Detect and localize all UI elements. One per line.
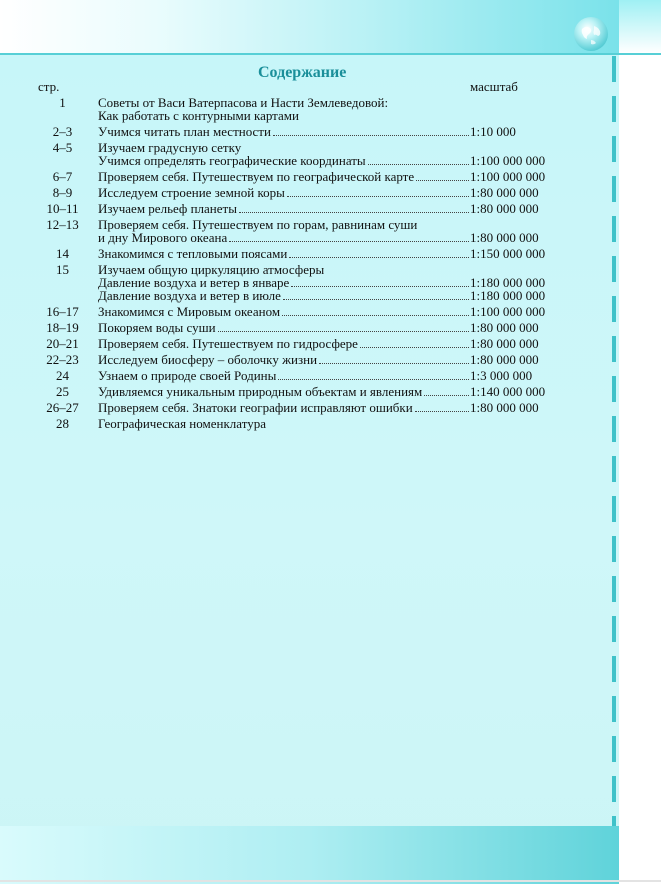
toc-entry [0, 247, 619, 260]
toc-entry [0, 417, 619, 430]
entry-title: Проверяем себя. Путешествуем по гидросфере [98, 336, 358, 351]
toc-entry [0, 96, 619, 122]
entry-line [98, 401, 550, 414]
entry-page-number: 10–11 [46, 201, 79, 216]
entry-title: Давление воздуха и ветер в январе [98, 275, 290, 290]
entry-line [98, 321, 550, 334]
entry-title: Советы от Васи Ватерпасова и Насти Землеведовой: [98, 95, 389, 110]
entry-page-number: 2–3 [52, 124, 73, 139]
entry-line [98, 154, 550, 167]
entry-lines [98, 186, 550, 199]
entry-page-number: 16–17 [46, 304, 79, 319]
dot-leader [424, 394, 469, 396]
dot-leader [278, 378, 469, 380]
entry-page-number: 12–13 [46, 217, 79, 232]
entry-lines [98, 263, 550, 302]
entry-lines [98, 369, 550, 382]
toc-entry [0, 305, 619, 318]
dot-leader [273, 134, 469, 136]
entry-scale: 1:140 000 000 [470, 384, 546, 399]
entry-line [98, 305, 550, 318]
right-margin-strip [619, 0, 661, 884]
toc-entry [0, 125, 619, 138]
dot-leader [218, 330, 469, 332]
entry-line [98, 125, 550, 138]
dot-leader [368, 163, 469, 165]
entry-scale: 1:3 000 000 [470, 368, 533, 383]
entry-scale: 1:80 000 000 [470, 201, 539, 216]
entry-lines [98, 218, 550, 244]
entry-title: Знакомимся с Мировым океаном [98, 304, 281, 319]
entry-scale: 1:100 000 000 [470, 169, 546, 184]
toc-entry [0, 186, 619, 199]
entry-title: Как работать с контурными картами [98, 108, 299, 123]
entry-lines [98, 96, 550, 122]
entry-lines [98, 337, 550, 350]
scale-column-header: масштаб [470, 79, 518, 94]
entry-line [98, 186, 550, 199]
entry-scale: 1:80 000 000 [470, 400, 539, 415]
toc-entry [0, 141, 619, 167]
dot-leader [415, 410, 469, 412]
page-column-header: стр. [38, 79, 60, 94]
entry-page-number: 18–19 [46, 320, 79, 335]
entry-line [98, 417, 550, 430]
toc-entry [0, 353, 619, 366]
entry-line [98, 247, 550, 260]
entry-title: Исследуем строение земной коры [98, 185, 285, 200]
entry-title: Покоряем воды суши [98, 320, 216, 335]
toc-entry [0, 218, 619, 244]
entry-title: Давление воздуха и ветер в июле [98, 288, 281, 303]
toc-entry [0, 321, 619, 334]
entry-line [98, 289, 550, 302]
entry-page-number: 20–21 [46, 336, 79, 351]
entry-lines [98, 321, 550, 334]
entry-line [98, 385, 550, 398]
entry-scale: 1:180 000 000 [470, 275, 546, 290]
entry-lines [98, 170, 550, 183]
entry-title: и дну Мирового океана [98, 230, 228, 245]
entry-page-number: 15 [56, 262, 69, 277]
dot-leader [291, 285, 469, 287]
entry-title: Изучаем градусную сетку [98, 140, 242, 155]
entry-scale: 1:80 000 000 [470, 336, 539, 351]
entry-line [98, 231, 550, 244]
toc-entry [0, 202, 619, 215]
entry-page-number: 24 [56, 368, 69, 383]
dot-leader [416, 179, 469, 181]
entry-page-number: 8–9 [52, 185, 73, 200]
entry-page-number: 6–7 [52, 169, 73, 184]
page-title: Содержание [258, 64, 347, 81]
toc-entry [0, 385, 619, 398]
entry-scale: 1:150 000 000 [470, 246, 546, 261]
entry-lines [98, 401, 550, 414]
dot-leader [239, 211, 469, 213]
bottom-divider [0, 880, 661, 882]
entry-scale: 1:10 000 [470, 124, 516, 139]
entry-title: Изучаем общую циркуляцию атмосферы [98, 262, 325, 277]
entry-title: Проверяем себя. Знатоки географии исправляют ошибки [98, 400, 413, 415]
entry-scale: 1:80 000 000 [470, 320, 539, 335]
entry-lines [98, 385, 550, 398]
dot-leader [229, 240, 469, 242]
entry-lines [98, 247, 550, 260]
entry-title: Знакомимся с тепловыми поясами [98, 246, 288, 261]
entry-line [98, 109, 550, 122]
entry-title: Изучаем рельеф планеты [98, 201, 237, 216]
entry-lines [98, 125, 550, 138]
entry-scale: 1:80 000 000 [470, 185, 539, 200]
entry-page-number: 26–27 [46, 400, 79, 415]
entry-page-number: 28 [56, 416, 69, 431]
bottom-banner [0, 826, 619, 884]
entry-lines [98, 141, 550, 167]
toc-entry [0, 170, 619, 183]
entry-line [98, 369, 550, 382]
entry-page-number: 4–5 [52, 140, 73, 155]
globe-icon [574, 17, 608, 51]
dot-leader [287, 195, 469, 197]
entry-title: Географическая номенклатура [98, 416, 266, 431]
dot-leader [289, 256, 469, 258]
entry-line [98, 170, 550, 183]
entry-title: Учимся читать план местности [98, 124, 271, 139]
toc-entry [0, 401, 619, 414]
entry-lines [98, 202, 550, 215]
dot-leader [319, 362, 469, 364]
top-banner [0, 0, 619, 54]
entry-scale: 1:100 000 000 [470, 304, 546, 319]
toc-entry [0, 263, 619, 302]
entry-title: Удивляемся уникальным природным объектам и явлениям [98, 384, 423, 399]
toc-entry [0, 369, 619, 382]
entry-page-number: 22–23 [46, 352, 79, 367]
entry-page-number: 25 [56, 384, 69, 399]
top-divider [0, 53, 661, 55]
entry-title: Узнаем о природе своей Родины [98, 368, 277, 383]
entry-lines [98, 417, 550, 430]
entry-title: Исследуем биосферу – оболочку жизни [98, 352, 318, 367]
entry-title: Учимся определять географические координаты [98, 153, 366, 168]
entry-scale: 1:180 000 000 [470, 288, 546, 303]
dot-leader [282, 314, 469, 316]
entry-line [98, 353, 550, 366]
entry-title: Проверяем себя. Путешествуем по горам, равнинам суши [98, 217, 418, 232]
entry-scale: 1:100 000 000 [470, 153, 546, 168]
dot-leader [283, 298, 469, 300]
entry-scale: 1:80 000 000 [470, 230, 539, 245]
toc-entry [0, 337, 619, 350]
entry-page-number: 14 [56, 246, 69, 261]
entry-page-number: 1 [59, 95, 66, 110]
entry-line [98, 202, 550, 215]
entry-scale: 1:80 000 000 [470, 352, 539, 367]
entry-line [98, 337, 550, 350]
dot-leader [360, 346, 469, 348]
entry-title: Проверяем себя. Путешествуем по географической карте [98, 169, 415, 184]
table-of-contents [0, 96, 619, 433]
entry-lines [98, 305, 550, 318]
entry-lines [98, 353, 550, 366]
